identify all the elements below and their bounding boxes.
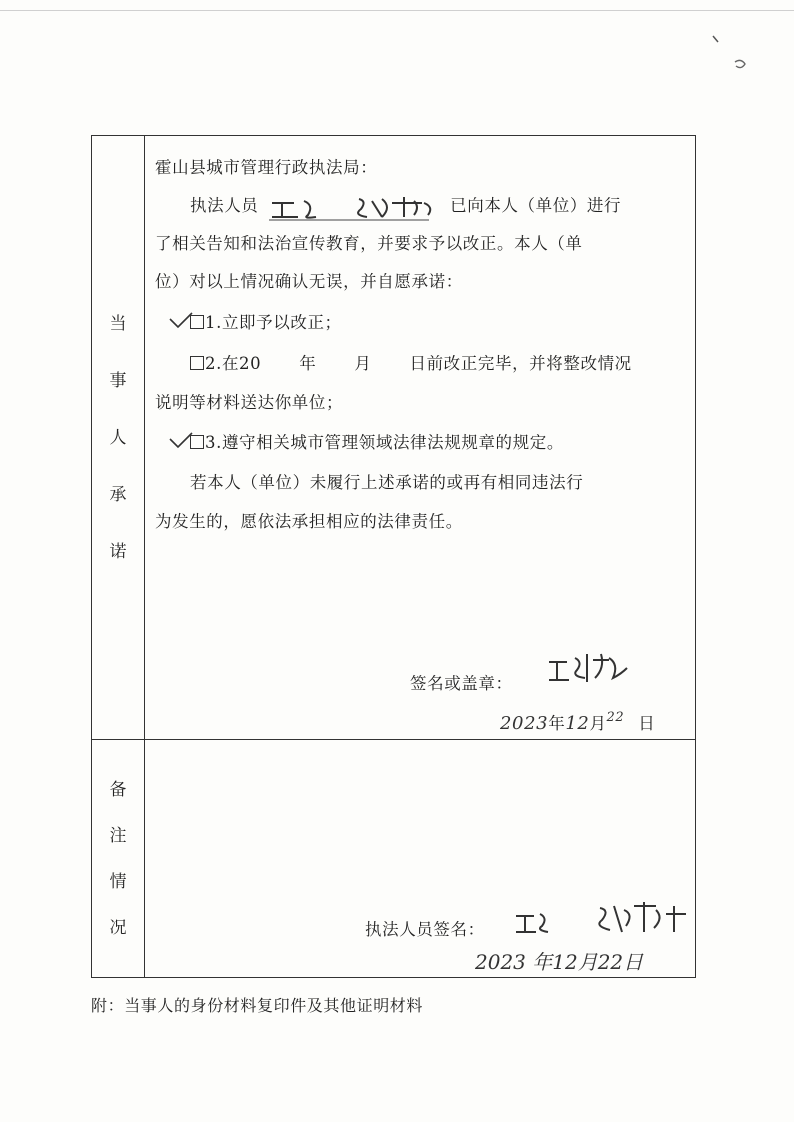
statement-prefix: 执法人员: [190, 196, 259, 215]
item-1-text: 1.立即予以改正；: [205, 313, 342, 332]
statement-line-2: 了相关告知和法治宣传教育，并要求予以改正。本人（单: [155, 234, 583, 253]
label-char: 注: [109, 825, 127, 846]
label-char: 当: [109, 313, 127, 334]
date-month-hand: 12: [565, 713, 590, 734]
officer-sign-label: 执法人员签名：: [365, 920, 485, 939]
remarks-row: [92, 740, 696, 978]
date-day-char: 日: [638, 714, 656, 733]
date-year-hand: 2023: [500, 713, 549, 734]
item-2-year-char: 年: [299, 354, 317, 373]
label-char: 人: [109, 427, 127, 448]
item-2-year-prefix: 2.在20: [205, 354, 262, 373]
checkmark-icon: [168, 431, 194, 451]
label-char: 况: [109, 917, 127, 938]
top-edge-line: [0, 10, 794, 11]
recipient-line: 霍山县城市管理行政执法局：: [155, 158, 378, 177]
item-2-month-char: 月: [354, 354, 372, 373]
label-char: 事: [109, 370, 127, 391]
commitment-body-cell: [145, 136, 696, 740]
officer-sign-image: [510, 900, 700, 940]
party-signature-image: [545, 648, 635, 688]
statement-suffix: 已向本人（单位）进行: [450, 196, 622, 215]
commitment-label-cell: [92, 136, 145, 740]
commitment-form-table: [91, 135, 696, 978]
label-char: 情: [109, 871, 127, 892]
date-day-hand: 22: [606, 710, 625, 725]
label-char: 承: [109, 484, 127, 505]
item-3-text: 3.遵守相关城市管理领域法律法规规章的规定。: [205, 433, 564, 452]
liability-line-1: 若本人（单位）未履行上述承诺的或再有相同违法行: [190, 473, 584, 492]
label-char: 诺: [109, 541, 127, 562]
statement-line-3: 位）对以上情况确认无误，并自愿承诺：: [155, 272, 463, 291]
item-3: [190, 429, 564, 453]
statement-line-1: [190, 192, 621, 216]
date-year-char: 年: [548, 714, 566, 733]
liability-line-2: 为发生的，愿依法承担相应的法律责任。: [155, 512, 463, 531]
item-2-rest: 日前改正完毕，并将整改情况: [409, 354, 632, 373]
label-char: 备: [109, 779, 127, 800]
item-2: [190, 350, 632, 374]
corner-pen-marks: [705, 32, 765, 82]
item-2-cont: 说明等材料送达你单位；: [155, 393, 344, 412]
item-1: [190, 309, 342, 333]
remarks-label-cell: [92, 740, 145, 978]
party-sign-date: [500, 710, 655, 734]
commitment-row: [92, 136, 696, 740]
remarks-body-cell: [145, 740, 696, 978]
signature-label: 签名或盖章：: [410, 674, 513, 693]
item-2-checkbox[interactable]: [190, 356, 204, 370]
checkmark-icon: [168, 311, 194, 331]
officer-signature-image: [264, 193, 444, 223]
attachment-note: 附：当事人的身份材料复印件及其他证明材料: [91, 996, 424, 1015]
officer-sign-date: 2023 年12月22日: [475, 950, 644, 974]
date-month-char: 月: [589, 714, 607, 733]
